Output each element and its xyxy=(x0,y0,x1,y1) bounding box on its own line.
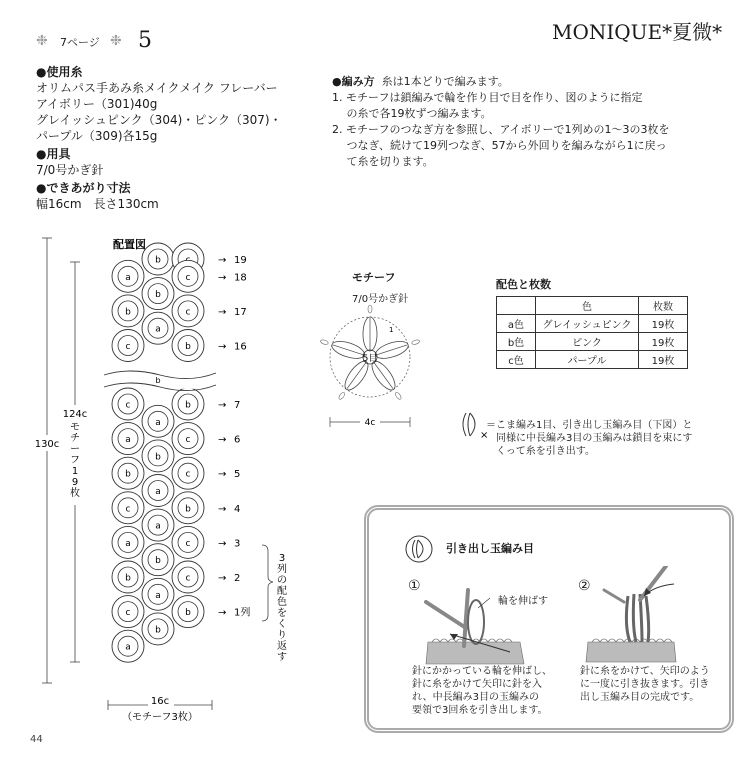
materials-line: オリムパス手あみ糸メイクメイク フレーバー xyxy=(36,81,278,95)
vertical-char: り xyxy=(277,630,287,641)
motif-color-label: b xyxy=(125,573,131,584)
vertical-char: を xyxy=(277,608,287,619)
table-cell: パープル xyxy=(536,351,639,369)
motif-cell xyxy=(172,423,204,455)
motif-diagram xyxy=(318,300,438,430)
motif-cell xyxy=(172,295,204,327)
row-number-label: 6 xyxy=(234,434,241,446)
motif-cell xyxy=(172,561,204,593)
motif-cell xyxy=(172,457,204,489)
motif-cell xyxy=(112,388,144,420)
vertical-char: 9 xyxy=(71,477,79,488)
motif-color-label: a xyxy=(155,590,161,601)
method-line: の糸で各19枚ずつ編みます。 xyxy=(332,107,492,120)
materials-line: アイボリー（301)40g xyxy=(36,97,158,111)
motif-color-label: c xyxy=(185,469,191,480)
symbol-stroke xyxy=(418,540,423,558)
vertical-char: の xyxy=(277,575,287,586)
layout-diagram xyxy=(0,225,320,725)
motif-title: モチーフ xyxy=(352,271,396,284)
arrow-icon: → xyxy=(218,434,227,446)
materials-section xyxy=(36,64,282,212)
motif-petal xyxy=(334,358,372,403)
symbol-stroke xyxy=(463,413,466,436)
motif-color-label: b xyxy=(155,556,161,567)
table-cell: グレイッシュピンク xyxy=(536,315,639,333)
row-number-label: 2 xyxy=(234,573,241,584)
x-mark: × xyxy=(480,430,488,440)
step2-text-line: 針に糸をかけて、矢印のよう xyxy=(580,666,710,677)
technique-title-symbol xyxy=(404,534,434,564)
motif-petal xyxy=(363,305,377,351)
total-length-label: 130c xyxy=(34,439,60,450)
motif-length-label: 124c xyxy=(62,409,88,420)
step1-text xyxy=(412,665,552,717)
table-cell: 19枚 xyxy=(639,333,688,351)
table-cell: ピンク xyxy=(536,333,639,351)
motif-cell xyxy=(172,388,204,420)
arrow-icon: → xyxy=(218,272,227,284)
snowflake-icon: ❉ xyxy=(110,33,122,49)
symbol-note-line: ＝こま編み1目、引き出し玉編み目（下図）と xyxy=(486,420,693,431)
motif-color-label: a xyxy=(125,272,131,283)
arrow-icon: → xyxy=(218,469,227,481)
table-cell: a色 xyxy=(497,315,536,333)
motif-color-label: c xyxy=(125,342,131,352)
table-row xyxy=(497,351,688,369)
snowflake-icon: ❉ xyxy=(36,33,48,49)
vertical-char: く xyxy=(277,619,287,630)
motif-cell xyxy=(112,561,144,593)
motif-color-label: a xyxy=(155,521,161,532)
motif-hook: 7/0号かぎ針 xyxy=(352,294,409,305)
vertical-char: 返 xyxy=(277,641,287,652)
row-number-label: 5 xyxy=(234,469,241,481)
motif-color-label: a xyxy=(155,417,161,428)
step1-text-line: 要領で3回糸を引き出します。 xyxy=(412,705,548,716)
petal-stem xyxy=(377,345,407,355)
vertical-char: フ xyxy=(70,455,80,466)
row-number-label: 16 xyxy=(234,341,247,353)
method-section xyxy=(332,74,669,170)
arrow-icon: → xyxy=(218,573,227,584)
chain-stitch xyxy=(411,339,420,345)
tools-heading: ●用具 xyxy=(36,147,71,161)
motif-color-label: a xyxy=(155,324,161,335)
motif-cell xyxy=(112,596,144,628)
pattern-number: 5 xyxy=(138,28,152,53)
row-number-label: 3 xyxy=(234,538,241,550)
chain-stitch xyxy=(320,339,329,345)
step1-number: ① xyxy=(408,578,421,594)
color-table-title: 配色と枚数 xyxy=(496,278,551,291)
arrow-icon: → xyxy=(218,607,227,619)
motif-color-label: b xyxy=(155,255,161,266)
method-heading: ●編み方 xyxy=(332,75,375,88)
arrow-icon: → xyxy=(218,400,227,411)
yarn-strand xyxy=(604,590,624,602)
petal-stem xyxy=(374,363,393,389)
motif-cell xyxy=(112,492,144,524)
motif-color-label: c xyxy=(185,435,191,446)
symbol-note-line: 同様に中長編み3目の玉編みは鎖目を束にす xyxy=(486,433,693,444)
row-number-label: 7 xyxy=(234,400,241,411)
row-number-label: 19 xyxy=(234,255,247,266)
step1-text-line: 針にかかっている輪を伸ばし、 xyxy=(412,666,552,677)
vertical-char: 3 xyxy=(278,553,286,564)
start-label: 1 xyxy=(389,326,394,334)
step2-number: ② xyxy=(578,578,591,594)
page-ref: 7ページ xyxy=(60,36,100,49)
motif-cell xyxy=(142,509,174,541)
petal-stem xyxy=(333,345,363,355)
motif-cell xyxy=(142,475,174,507)
hook-icon xyxy=(426,602,466,628)
arrow-icon: → xyxy=(218,306,227,318)
motif-cell xyxy=(142,278,174,310)
symbol-stroke xyxy=(413,540,416,558)
motif-color-label: c xyxy=(125,504,131,515)
table-cell: 19枚 xyxy=(639,351,688,369)
motif-color-label: b xyxy=(125,307,131,318)
fabric-edge xyxy=(426,642,524,664)
header-bar xyxy=(36,28,236,56)
step1-illustration xyxy=(420,588,550,668)
motif-cell xyxy=(172,596,204,628)
symbol-note xyxy=(486,419,692,458)
symbol-stroke xyxy=(468,413,470,436)
step2-illustration xyxy=(584,566,714,666)
center-label: 5目 xyxy=(362,354,378,364)
method-line: 1. モチーフは鎖編みで輪を作り目で目を作り、図のように指定 xyxy=(332,91,643,104)
motif-cell xyxy=(112,630,144,662)
motif-cell xyxy=(172,526,204,558)
motif-color-label: a xyxy=(155,487,161,497)
stitch-row xyxy=(592,639,672,642)
motif-cell xyxy=(112,423,144,455)
motif-count-label xyxy=(70,422,80,499)
color-table xyxy=(496,296,688,369)
arrow-icon: → xyxy=(218,341,227,353)
table-row xyxy=(497,315,688,333)
chain-stitch xyxy=(368,305,372,313)
row-number-label: 18 xyxy=(234,272,247,284)
row-number-label: 17 xyxy=(234,306,247,318)
motif-color-label: a xyxy=(125,642,131,653)
symbol-note-line: くって糸を引き出す。 xyxy=(486,446,595,457)
table-cell: c色 xyxy=(497,351,536,369)
width-label: 16c xyxy=(150,696,170,707)
hook-icon xyxy=(640,566,666,600)
motif-cell xyxy=(142,405,174,437)
step1-text-line: 針に糸をかけて矢印に針を入 xyxy=(412,679,542,690)
motif-cell xyxy=(112,260,144,292)
materials-line: グレイッシュピンク（304)・ピンク（307)・ xyxy=(36,113,282,127)
materials-heading: ●使用糸 xyxy=(36,65,83,79)
motif-color-label: b xyxy=(125,469,131,480)
motif-cell xyxy=(112,526,144,558)
brand-title: MONIQUE*夏微* xyxy=(552,20,723,44)
motif-color-label: b xyxy=(155,290,161,301)
symbol-stroke xyxy=(470,413,475,436)
motif-color-label: b xyxy=(185,608,191,619)
step2-text-line: に一度に引き抜きます。引き xyxy=(580,679,710,690)
arrow-icon: → xyxy=(218,503,227,515)
motif-color-label: c xyxy=(185,272,191,283)
motif-cell xyxy=(172,330,204,362)
chain-stitch xyxy=(338,391,346,400)
vertical-char: 1 xyxy=(71,466,79,477)
motif-petal xyxy=(374,334,422,362)
vertical-char: モ xyxy=(70,422,80,433)
motif-cell xyxy=(142,578,174,610)
method-line: て糸を切ります。 xyxy=(332,155,434,168)
yarn-loop xyxy=(468,600,484,644)
tools-value: 7/0号かぎ針 xyxy=(36,163,104,177)
vertical-char: 枚 xyxy=(70,488,80,499)
motif-color-label: a xyxy=(125,435,131,446)
technique-title: 引き出し玉編み目 xyxy=(446,542,534,555)
motif-cell xyxy=(112,330,144,362)
width-note: （モチーフ3枚） xyxy=(122,712,198,723)
puff-stitch-symbol xyxy=(458,410,488,440)
vertical-char: 配 xyxy=(277,586,287,597)
chain-stitch xyxy=(394,391,402,400)
size-heading: ●できあがり寸法 xyxy=(36,181,131,195)
motif-cell xyxy=(142,544,174,576)
motif-color-label: c xyxy=(125,400,131,411)
fabric-edge xyxy=(586,642,676,662)
motif-color-label: b xyxy=(155,625,161,636)
table-header-cell: 色 xyxy=(536,297,639,315)
vertical-char: 列 xyxy=(277,564,287,575)
motif-cell xyxy=(112,295,144,327)
vertical-char: ー xyxy=(70,444,80,455)
symbol-circle xyxy=(406,536,432,562)
vertical-char: す xyxy=(277,652,287,663)
step1-text-line: れ、中長編み3目の玉編みの xyxy=(412,692,539,703)
motif-color-label: c xyxy=(185,538,191,549)
method-intro: 糸は1本どりで編みます。 xyxy=(381,75,509,88)
motif-color-label: a xyxy=(125,538,131,549)
break-cell-label: b xyxy=(155,376,161,385)
method-line: つなぎ、続けて19列つなぎ、57から外回りを編みながら1に戻っ xyxy=(332,139,667,152)
petal-stem xyxy=(347,363,366,389)
page-number: 44 xyxy=(30,734,43,745)
motif-petal xyxy=(368,358,406,403)
motif-color-label: b xyxy=(185,504,191,515)
repeat-note xyxy=(277,553,287,663)
motif-cell xyxy=(142,613,174,645)
motif-color-label: c xyxy=(185,573,191,584)
table-header-cell: 枚数 xyxy=(639,297,688,315)
motif-cell xyxy=(172,492,204,524)
table-cell: b色 xyxy=(497,333,536,351)
table-cell xyxy=(497,297,536,315)
row-number-label: 1列 xyxy=(234,607,251,619)
method-line: 2. モチーフのつなぎ方を参照し、アイボリーで1列めの1〜3の3枚を xyxy=(332,123,670,136)
yarn-loops xyxy=(626,594,648,642)
motif-cell xyxy=(172,260,204,292)
step2-text xyxy=(580,665,710,704)
materials-line: パープル（309)各15g xyxy=(36,129,158,143)
repeat-bracket xyxy=(262,545,273,621)
motif-cell xyxy=(142,243,174,275)
motif-petal xyxy=(318,334,366,362)
row-number-label: 4 xyxy=(234,503,241,515)
motif-color-label: b xyxy=(155,452,161,463)
table-cell: 19枚 xyxy=(639,315,688,333)
motif-color-label: b xyxy=(185,400,191,411)
arrow-icon: → xyxy=(218,255,227,266)
motif-cell xyxy=(142,312,174,344)
motif-color-label: c xyxy=(185,307,191,318)
step1-callout: 輪を伸ばす xyxy=(498,596,548,607)
step2-text-line: 出し玉編み目の完成です。 xyxy=(580,692,700,703)
motif-width-label: 4c xyxy=(364,418,376,428)
motif-color-label: c xyxy=(125,608,131,619)
arrow-icon: → xyxy=(218,538,227,550)
layout-title: 配置図 xyxy=(113,238,146,251)
symbol-stroke xyxy=(417,540,419,558)
table-header-row xyxy=(497,297,688,315)
table-row xyxy=(497,333,688,351)
motif-cell xyxy=(142,440,174,472)
size-value: 幅16cm 長さ130cm xyxy=(36,197,159,211)
motif-color-label: b xyxy=(185,342,191,352)
vertical-char: チ xyxy=(70,433,80,444)
vertical-char: 色 xyxy=(277,597,287,608)
motif-cell xyxy=(112,457,144,489)
